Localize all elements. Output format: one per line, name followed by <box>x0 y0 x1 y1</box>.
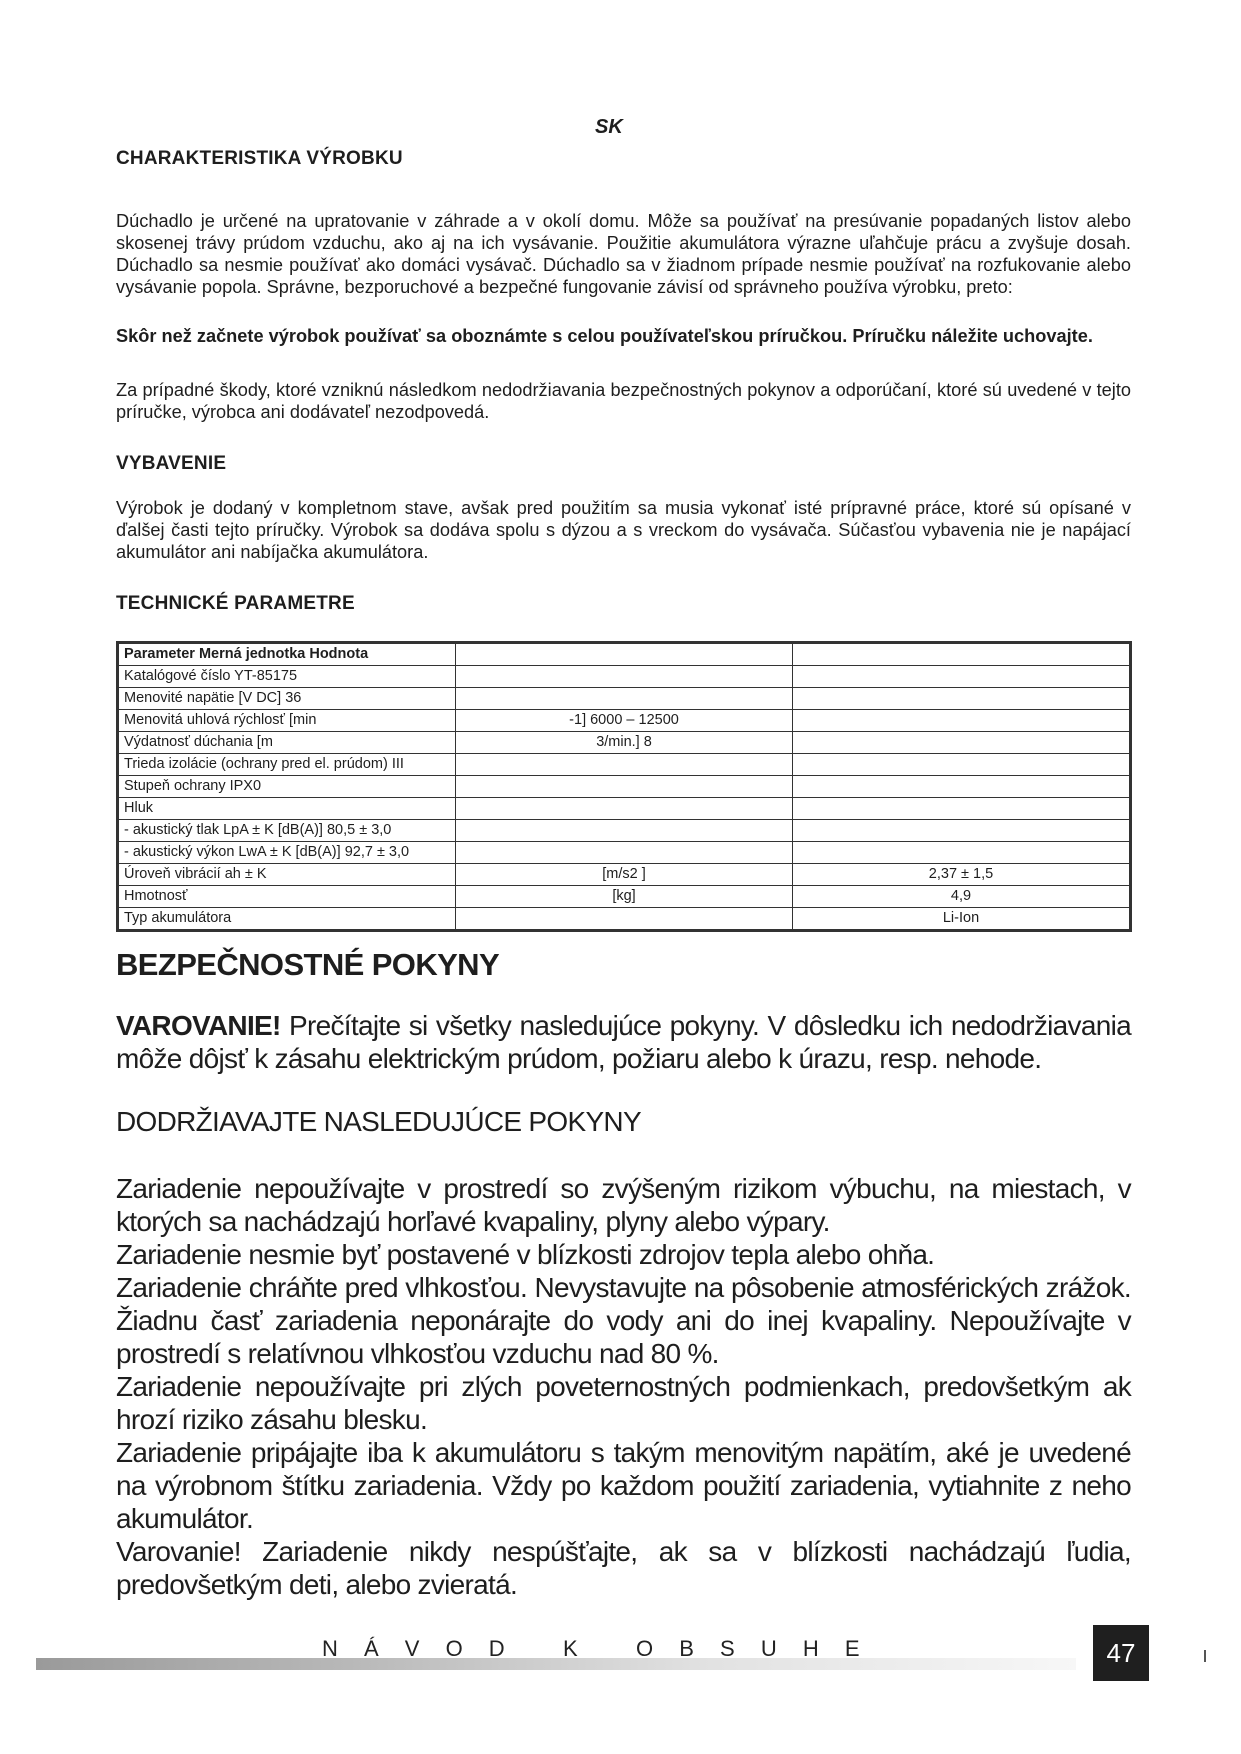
table-cell <box>793 732 1130 754</box>
table-cell: Úroveň vibrácií ah ± K <box>119 864 456 886</box>
table-cell: [m/s2 ] <box>456 864 793 886</box>
table-cell <box>793 754 1130 776</box>
table-row <box>119 688 1130 710</box>
warning-paragraph <box>116 1009 1131 1075</box>
table-cell <box>456 666 793 688</box>
spec-table <box>118 643 1130 930</box>
characteristics-paragraph: Dúchadlo je určené na upratovanie v záhrade a v okolí domu. Môže sa používať na presúvanie popadaných listov alebo skosenej trávy prúdom vzduchu, ako aj na ich vysávanie. Použitie akumulátora výrazne uľahčuje prácu a zvyšuje dosah. Dúchadlo sa nesmie používať ako domáci vysávač. Dúchadlo sa v žiadnom prípade nesmie používať na rozfukovanie alebo vysávanie popola. Správne, bezporuchové a bezpečné fungovanie závisí od správneho používa výrobku, preto: <box>116 211 1131 297</box>
table-row <box>119 908 1130 930</box>
table-cell: Výdatnosť dúchania [m <box>119 732 456 754</box>
safety-items-list <box>116 1172 1131 1601</box>
table-cell <box>793 688 1130 710</box>
table-row <box>119 886 1130 908</box>
equipment-paragraph: Výrobok je dodaný v kompletnom stave, avšak pred použitím sa musia vykonať isté prípravné práce, ktoré sú opísané v ďalšej časti tejto príručky. Výrobok sa dodáva spolu s dýzou a s vreckom do vysávača. Súčasťou vybavenia nie je napájací akumulátor ani nabíjačka akumulátora. <box>116 498 1131 562</box>
table-row <box>119 754 1130 776</box>
safety-title: BEZPEČNOSTNÉ POKYNY <box>116 947 500 982</box>
safety-item: Zariadenie chráňte pred vlhkosťou. Nevystavujte na pôsobenie atmosférických zrážok. Žiadnu časť zariadenia neponárajte do vody ani do inej kvapaliny. Nepoužívajte v prostredí s relatívnou vlhkosťou vzduchu nad 80 %. <box>116 1272 1131 1369</box>
section-title-equipment: VYBAVENIE <box>116 453 227 474</box>
table-header-row <box>119 644 1130 666</box>
warning-label: VAROVANIE! <box>116 1010 281 1041</box>
table-cell: 4,9 <box>793 886 1130 908</box>
table-cell: Li-Ion <box>793 908 1130 930</box>
table-cell <box>456 820 793 842</box>
safety-item: Zariadenie nepoužívajte v prostredí so zvýšeným rizikom výbuchu, na miestach, v ktorých sa nachádzajú horľavé kvapaliny, plyny alebo výpary. <box>116 1173 1131 1237</box>
footer-title-text: N Á V O D K O B S U H E <box>322 1636 870 1661</box>
table-row <box>119 710 1130 732</box>
table-cell: [kg] <box>456 886 793 908</box>
table-cell: - akustický tlak LpA ± K [dB(A)] 80,5 ± 3,0 <box>119 820 456 842</box>
table-row <box>119 798 1130 820</box>
table-cell: Stupeň ochrany IPX0 <box>119 776 456 798</box>
table-cell <box>456 908 793 930</box>
table-cell <box>456 842 793 864</box>
table-cell <box>793 842 1130 864</box>
table-cell: Katalógové číslo YT-85175 <box>119 666 456 688</box>
table-cell: - akustický výkon LwA ± K [dB(A)] 92,7 ± 3,0 <box>119 842 456 864</box>
table-cell: 2,37 ± 1,5 <box>793 864 1130 886</box>
page-number: 47 <box>1093 1625 1149 1681</box>
table-row <box>119 732 1130 754</box>
table-cell <box>793 666 1130 688</box>
read-manual-notice: Skôr než začnete výrobok používať sa oboznámte s celou používateľskou príručkou. Príručku náležite uchovajte. <box>116 326 1093 346</box>
table-cell: -1] 6000 – 12500 <box>456 710 793 732</box>
table-cell: Menovité napätie [V DC] 36 <box>119 688 456 710</box>
safety-subtitle: DODRŽIAVAJTE NASLEDUJÚCE POKYNY <box>116 1106 641 1137</box>
table-cell <box>793 776 1130 798</box>
liability-paragraph: Za prípadné škody, ktoré vzniknú následkom nedodržiavania bezpečnostných pokynov a odporúčaní, ktoré sú uvedené v tejto príručke, výrobca ani dodávateľ nezodpovedá. <box>116 380 1131 422</box>
warning-text: Prečítajte si všetky nasledujúce pokyny. V dôsledku ich nedodržiavania môže dôjsť k zásahu elektrickým prúdom, požiaru alebo k úrazu, resp. nehode. <box>116 1010 1131 1074</box>
table-cell: Hluk <box>119 798 456 820</box>
table-row <box>119 842 1130 864</box>
safety-item: Zariadenie pripájajte iba k akumulátoru s takým menovitým napätím, aké je uvedené na výrobnom štítku zariadenia. Vždy po každom použití zariadenia, vytiahnite z neho akumulátor. <box>116 1437 1131 1534</box>
language-code: SK <box>595 116 623 138</box>
table-cell: Typ akumulátora <box>119 908 456 930</box>
table-row <box>119 776 1130 798</box>
table-cell <box>793 710 1130 732</box>
table-cell <box>456 644 793 666</box>
table-cell: Hmotnosť <box>119 886 456 908</box>
table-cell <box>793 798 1130 820</box>
safety-item: Varovanie! Zariadenie nikdy nespúšťajte, ak sa v blízkosti nachádzajú ľudia, predovšetkým deti, alebo zvieratá. <box>116 1536 1131 1600</box>
page-edge-mark <box>1204 1650 1206 1662</box>
table-row <box>119 864 1130 886</box>
table-cell <box>793 644 1130 666</box>
section-title-characteristics: CHARAKTERISTIKA VÝROBKU <box>116 148 403 169</box>
page-content <box>116 148 1131 1601</box>
table-cell <box>456 776 793 798</box>
table-cell <box>456 754 793 776</box>
table-header-cell: Parameter Merná jednotka Hodnota <box>119 644 456 666</box>
table-cell: 3/min.] 8 <box>456 732 793 754</box>
spec-table-frame <box>116 641 1132 932</box>
table-cell <box>456 688 793 710</box>
table-cell <box>793 820 1130 842</box>
table-cell: Trieda izolácie (ochrany pred el. prúdom) III <box>119 754 456 776</box>
table-row <box>119 666 1130 688</box>
table-cell: Menovitá uhlová rýchlosť [min <box>119 710 456 732</box>
safety-item: Zariadenie nepoužívajte pri zlých poveternostných podmienkach, predovšetkým ak hrozí riziko zásahu blesku. <box>116 1371 1131 1435</box>
footer-title <box>322 1636 870 1662</box>
table-cell <box>456 798 793 820</box>
table-row <box>119 820 1130 842</box>
safety-item: Zariadenie nesmie byť postavené v blízkosti zdrojov tepla alebo ohňa. <box>116 1239 935 1270</box>
section-title-technical: TECHNICKÉ PARAMETRE <box>116 593 355 614</box>
